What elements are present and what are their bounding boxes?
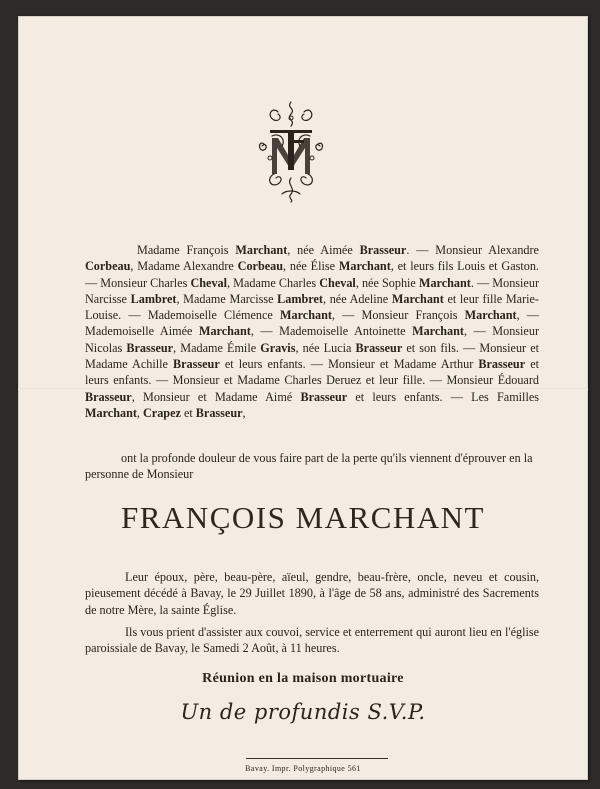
family-surname: Brasseur	[359, 243, 407, 257]
mourner-text: ,	[136, 405, 143, 420]
family-surname: Corbeau	[237, 259, 284, 274]
family-surname: Brasseur	[478, 357, 526, 372]
mourner-text: , Madame Alexandre	[130, 259, 238, 274]
mourner-text: , — Monsieur Nicolas	[85, 324, 539, 355]
mourner-text: , — Mademoiselle Antoinette	[250, 324, 413, 339]
family-surname: Marchant	[464, 308, 517, 323]
funeral-notice-card	[18, 16, 588, 780]
mourner-text: , Madame Marcisse	[176, 291, 278, 306]
prayer-request: Un de profundis S.V.P.	[180, 700, 426, 724]
family-surname: Marchant	[198, 324, 251, 339]
mourner-text: Madame François	[137, 243, 236, 257]
mourners-list-paragraph	[85, 242, 539, 421]
funeral-invitation-paragraph: Ils vous prient d'assister aux couvoi, service et enterrement qui auront lieu en l'église paroissiale de Bavay, le Samedi 2 Août, à 11 heures.	[85, 625, 539, 656]
family-surname: Marchant	[85, 405, 137, 420]
family-surname: Brasseur	[173, 357, 220, 372]
family-surname: Marchant	[391, 291, 444, 306]
family-surname: Crapez	[143, 405, 181, 420]
family-surname: Brasseur	[355, 340, 403, 355]
mourner-text: et son fils. — Monsieur et Madame Achille	[85, 340, 540, 372]
mourner-text: et leurs enfants. — Monsieur et Madame Charles Deruez et leur fille. — Monsieur Édouard	[85, 357, 539, 388]
family-surname: Marchant	[235, 243, 288, 257]
footer-divider	[246, 758, 388, 759]
family-surname: Gravis	[260, 340, 296, 355]
mourner-text: , née Lucia	[295, 340, 356, 355]
family-surname: Cheval	[190, 275, 228, 290]
mourner-text: et leur fille Marie-Louise. — Mademoiselle Clémence	[85, 291, 539, 323]
announcement-intro-text: ont la profonde douleur de vous faire part de la perte qu'ils viennent d'éprouver en la personne de Monsieur	[85, 451, 533, 482]
family-surname: Marchant	[418, 275, 471, 290]
family-surname: Brasseur	[195, 405, 243, 420]
mourner-text: , Madame Émile	[173, 340, 261, 355]
mourner-text: . — Monsieur Alexandre	[406, 243, 539, 257]
mourner-text: et	[180, 405, 196, 420]
family-surname: Cheval	[319, 275, 356, 290]
mourner-text: ,	[242, 405, 246, 420]
mourner-text: , née Aimée	[287, 243, 360, 257]
family-surname: Marchant	[412, 324, 464, 339]
mourner-text: et leurs enfants. — Monsieur et Madame Arthur	[219, 357, 479, 372]
mourner-text: , — Monsieur François	[331, 308, 465, 323]
mourner-text: . — Monsieur Narcisse	[85, 275, 539, 306]
family-surname: Brasseur	[300, 389, 348, 404]
mourner-text: , Madame Charles	[227, 275, 320, 290]
mourner-text: , née Sophie	[355, 275, 419, 290]
family-surname: Lambret	[277, 291, 323, 306]
family-surname: Marchant	[280, 308, 332, 323]
mourner-text: , et leurs fils Louis et Gaston. — Monsieur Charles	[85, 259, 539, 290]
family-surname: Brasseur	[126, 340, 174, 355]
gathering-notice: Réunion en la maison mortuaire	[202, 671, 404, 686]
family-surname: Lambret	[130, 291, 177, 306]
family-surname: Marchant	[338, 259, 391, 274]
mourner-text: et leurs enfants. — Les Familles	[347, 389, 539, 404]
mourner-text: , née Adeline	[322, 291, 392, 306]
family-surname: Corbeau	[85, 259, 131, 274]
mourner-text: , — Mademoiselle Aimée	[85, 308, 540, 339]
monogram-ornament-icon	[256, 96, 326, 206]
deceased-name-heading: FRANÇOIS MARCHANT	[121, 500, 485, 535]
death-details-paragraph: Leur époux, père, beau-père, aïeul, gendre, beau-frère, oncle, neveu et cousin, pieusement décédé à Bavay, le 29 Juillet 1890, à l'âge de 58 ans, administré des Sacrements de notre Mère, la sainte Église.	[85, 570, 539, 617]
mourner-text: , née Élise	[283, 259, 339, 274]
mourner-text: , Monsieur et Madame Aimé	[131, 389, 301, 404]
family-surname: Brasseur	[85, 389, 132, 404]
printer-imprint: Bavay. Impr. Polygraphique 561	[245, 764, 361, 773]
